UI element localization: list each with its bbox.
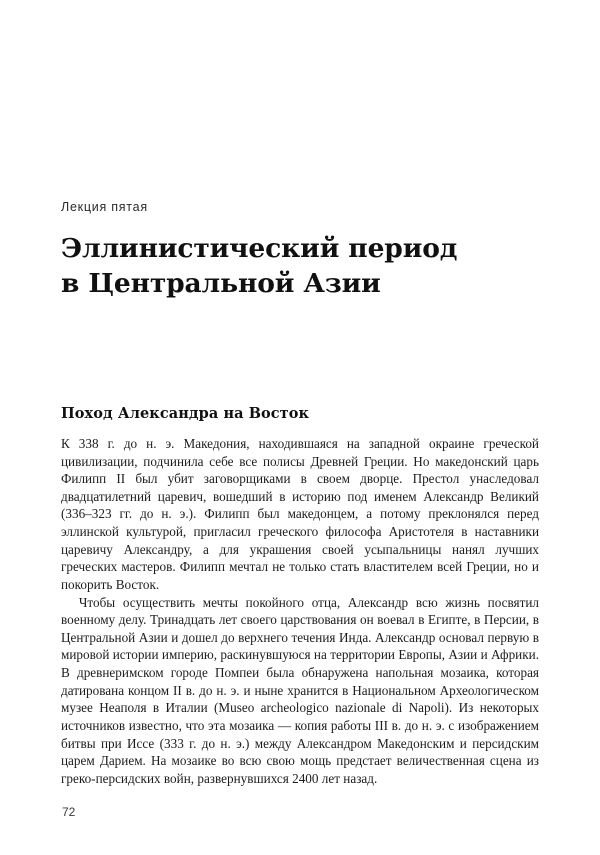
page-title-line-1: Эллинистический период — [61, 233, 458, 264]
section-heading: Поход Александра на Восток — [61, 404, 310, 422]
body-paragraph-2: Чтобы осуществить мечты покойного отца, Александр всю жизнь посвятил военному делу. Тринадцать лет своего царствования он воевал в Египте, в Персии, в Центральной Азии и дошел до верхнего течения Инда. Александр основал первую в мировой истории империю, раскинувшуюся на территории Европы, Азии и Африки. В древнеримском городе Помпеи была обнаружена напольная мозаика, которая датирована концом II в. до н. э. и ныне хранится в Национальном Археологическом музее Неаполя в Италии (Museo archeologico nazionale di Napoli). Из некоторых источников известно, что эта мозаика — копия работы III в. до н. э. с изображением битвы при Иссе (333 г. до н. э.) между Александром Македонским и персидским царем Дарием. На мозаике во всю свою мощь предстает величественная сцена из греко-персидских войн, развернувшихся 2400 лет назад. — [61, 594, 539, 786]
page-number: 72 — [62, 805, 76, 819]
lecture-label: Лекция пятая — [61, 200, 148, 214]
page-title-line-2: в Центральной Азии — [61, 267, 381, 299]
body-paragraph-1: К 338 г. до н. э. Македония, находившаяся на западной окраине греческой цивилизации, подчинила себе все полисы Древней Греции. Но македонский царь Филипп II был убит заговорщиками в своем дворце. Престол унаследовал двадцатилетний царевич, вошедший в историю под именем Александр Великий (336–323 гг. до н. э.). Филипп был македонцем, а потому преклонялся перед эллинской культурой, пригласил греческого философа Аристотеля в наставники царевичу Александру, а для украшения своей усыпальницы нанял лучших греческих мастеров. Филипп мечтал не только стать властителем всей Греции, но и покорить Восток. — [61, 435, 539, 592]
page-content — [61, 200, 539, 787]
page-title — [61, 232, 539, 302]
